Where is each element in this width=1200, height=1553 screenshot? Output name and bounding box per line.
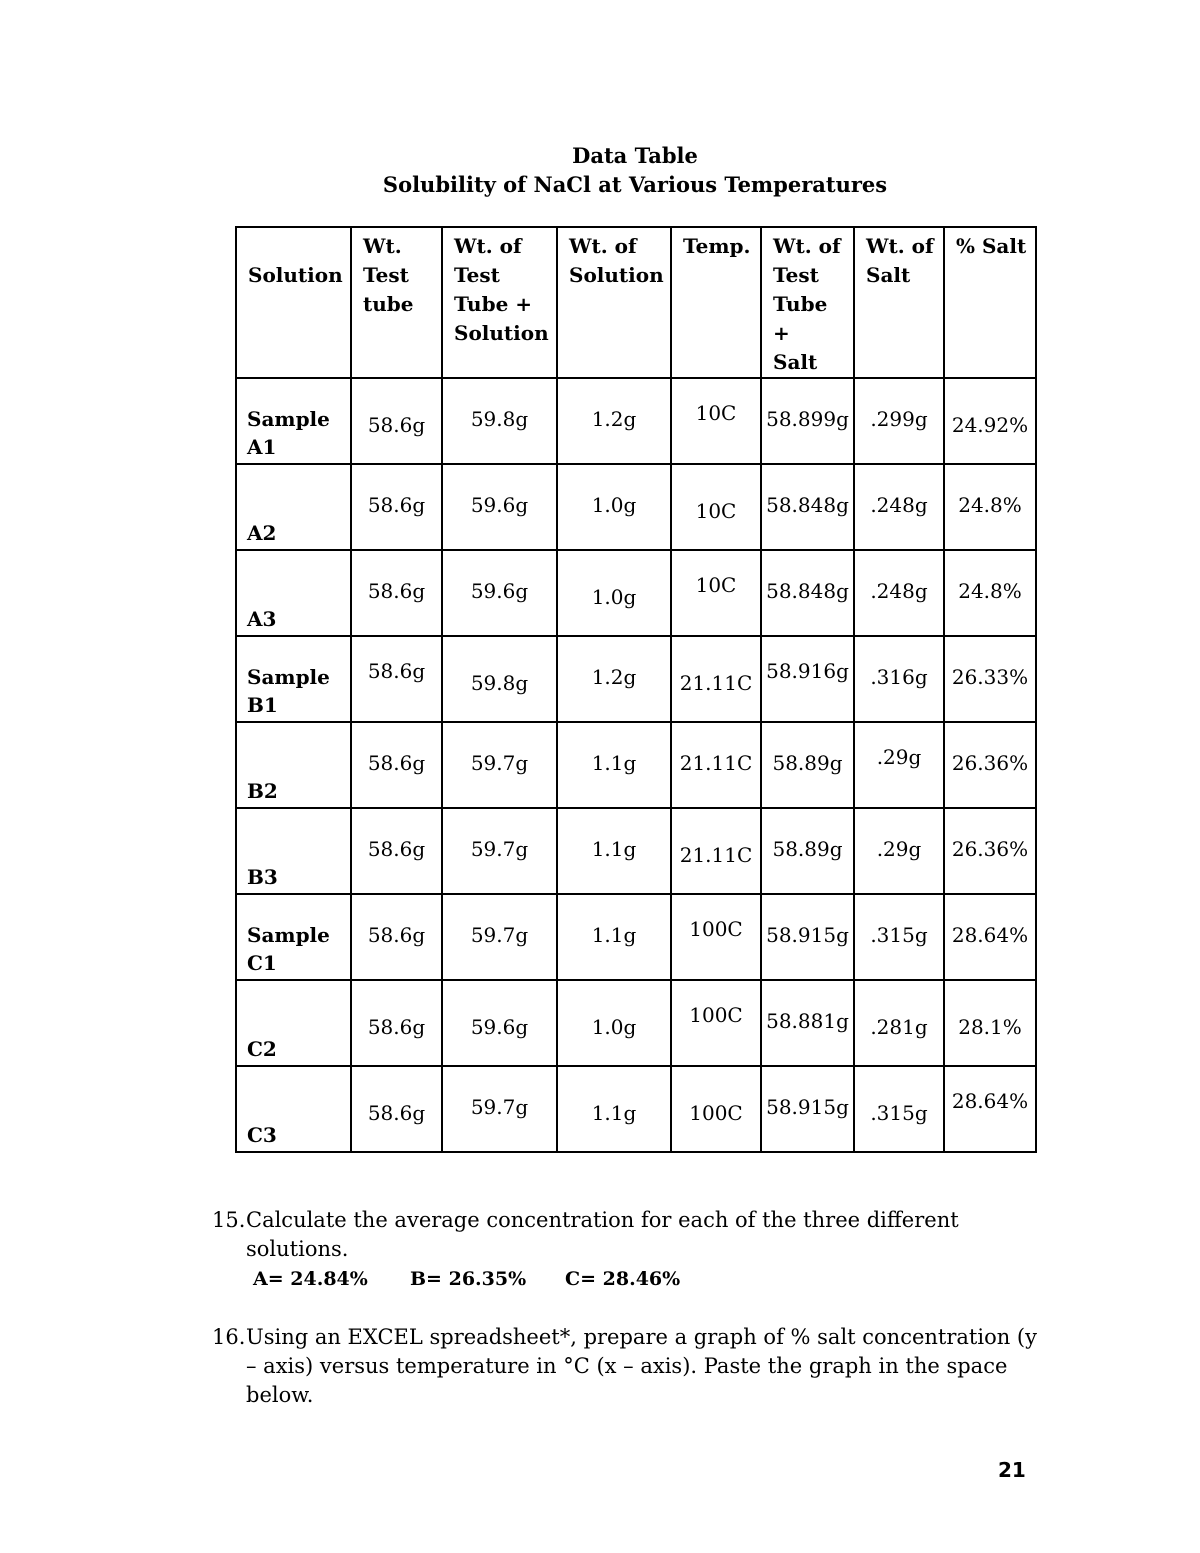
table-cell: 1.1g <box>557 894 671 980</box>
table-cell: 59.7g <box>442 1066 557 1152</box>
table-cell: 58.848g <box>761 464 854 550</box>
table-cell: .316g <box>854 636 944 722</box>
question-text: Using an EXCEL spreadsheet*, prepare a graph of % salt concentration (y – axis) versus temperature in °C (x – axis). Paste the graph in the space below. <box>246 1325 1037 1407</box>
table-cell: .315g <box>854 894 944 980</box>
table-row <box>236 894 1036 980</box>
row-label: A3 <box>236 550 351 636</box>
table-cell: 10C <box>671 550 761 636</box>
table-cell: 24.92% <box>944 378 1036 464</box>
table-cell: 59.7g <box>442 722 557 808</box>
table-cell: 59.7g <box>442 894 557 980</box>
table-cell: 59.6g <box>442 980 557 1066</box>
table-cell: 28.64% <box>944 894 1036 980</box>
table-cell: 58.916g <box>761 636 854 722</box>
row-label: C3 <box>236 1066 351 1152</box>
table-subtitle: Solubility of NaCl at Various Temperatures <box>382 172 888 197</box>
row-label: A2 <box>236 464 351 550</box>
table-cell: 58.6g <box>351 894 442 980</box>
table-cell: 58.6g <box>351 378 442 464</box>
table-cell: 100C <box>671 1066 761 1152</box>
table-cell: 58.915g <box>761 1066 854 1152</box>
table-cell: 100C <box>671 894 761 980</box>
table-cell: 58.89g <box>761 722 854 808</box>
table-cell: 58.6g <box>351 722 442 808</box>
table-cell: 21.11C <box>671 636 761 722</box>
table-cell: 58.881g <box>761 980 854 1066</box>
page-number: 21 <box>998 1458 1026 1482</box>
table-cell: 1.0g <box>557 980 671 1066</box>
table-cell: 59.8g <box>442 636 557 722</box>
question-text: Calculate the average concentration for each of the three different solutions. <box>246 1208 959 1261</box>
table-cell: 58.6g <box>351 550 442 636</box>
table-cell: .299g <box>854 378 944 464</box>
table-cell: 58.6g <box>351 808 442 894</box>
row-label: Sample C1 <box>236 894 351 980</box>
table-cell: 24.8% <box>944 550 1036 636</box>
header-pct-salt: % Salt <box>944 227 1036 378</box>
header-wt-tube-salt: Wt. of Test Tube + Salt <box>761 227 854 378</box>
question-number: 15. <box>212 1208 246 1232</box>
table-cell: 58.6g <box>351 464 442 550</box>
table-cell: 1.1g <box>557 722 671 808</box>
header-wt-solution: Wt. of Solution <box>557 227 671 378</box>
table-cell: 58.6g <box>351 980 442 1066</box>
table-row <box>236 1066 1036 1152</box>
table-row <box>236 636 1036 722</box>
table-cell: 58.915g <box>761 894 854 980</box>
table-cell: 24.8% <box>944 464 1036 550</box>
table-row <box>236 550 1036 636</box>
table-cell: 1.0g <box>557 550 671 636</box>
table-cell: .29g <box>854 722 944 808</box>
table-cell: 1.2g <box>557 378 671 464</box>
row-label: B3 <box>236 808 351 894</box>
row-label: B2 <box>236 722 351 808</box>
table-row <box>236 808 1036 894</box>
table-row <box>236 464 1036 550</box>
header-wt-test-tube: Wt. Test tube <box>351 227 442 378</box>
answer-b: B= 26.35% <box>410 1268 527 1290</box>
table-cell: .248g <box>854 464 944 550</box>
table-cell: 59.8g <box>442 378 557 464</box>
table-cell: 1.0g <box>557 464 671 550</box>
table-cell: 26.36% <box>944 808 1036 894</box>
table-row <box>236 980 1036 1066</box>
table-row <box>236 722 1036 808</box>
row-label: Sample B1 <box>236 636 351 722</box>
header-temp: Temp. <box>671 227 761 378</box>
header-solution: Solution <box>236 227 351 378</box>
row-label: C2 <box>236 980 351 1066</box>
table-cell: .315g <box>854 1066 944 1152</box>
table-cell: 21.11C <box>671 722 761 808</box>
table-cell: .281g <box>854 980 944 1066</box>
table-cell: 100C <box>671 980 761 1066</box>
table-cell: 59.6g <box>442 550 557 636</box>
table-cell: 21.11C <box>671 808 761 894</box>
table-cell: 58.89g <box>761 808 854 894</box>
table-cell: 10C <box>671 378 761 464</box>
table-cell: 59.7g <box>442 808 557 894</box>
table-cell: 28.64% <box>944 1066 1036 1152</box>
table-cell: 26.36% <box>944 722 1036 808</box>
table-cell: 58.899g <box>761 378 854 464</box>
table-cell: 1.2g <box>557 636 671 722</box>
table-cell: 28.1% <box>944 980 1036 1066</box>
header-wt-tube-solution: Wt. of Test Tube + Solution <box>442 227 557 378</box>
table-cell: 59.6g <box>442 464 557 550</box>
row-label: Sample A1 <box>236 378 351 464</box>
table-cell: .29g <box>854 808 944 894</box>
table-cell: 58.848g <box>761 550 854 636</box>
solubility-table <box>235 226 1037 1153</box>
table-cell: 26.33% <box>944 636 1036 722</box>
table-cell: 10C <box>671 464 761 550</box>
table-row <box>236 378 1036 464</box>
question-15 <box>212 1206 959 1261</box>
table-cell: 1.1g <box>557 1066 671 1152</box>
table-header-row <box>236 227 1036 378</box>
answer-c: C= 28.46% <box>565 1268 681 1290</box>
table-cell: .248g <box>854 550 944 636</box>
table-title: Data Table <box>572 143 698 168</box>
table-cell: 58.6g <box>351 1066 442 1152</box>
question-16 <box>212 1323 1037 1407</box>
question-number: 16. <box>212 1325 246 1349</box>
header-wt-salt: Wt. of Salt <box>854 227 944 378</box>
table-cell: 1.1g <box>557 808 671 894</box>
answer-a: A= 24.84% <box>253 1268 368 1290</box>
table-cell: 58.6g <box>351 636 442 722</box>
